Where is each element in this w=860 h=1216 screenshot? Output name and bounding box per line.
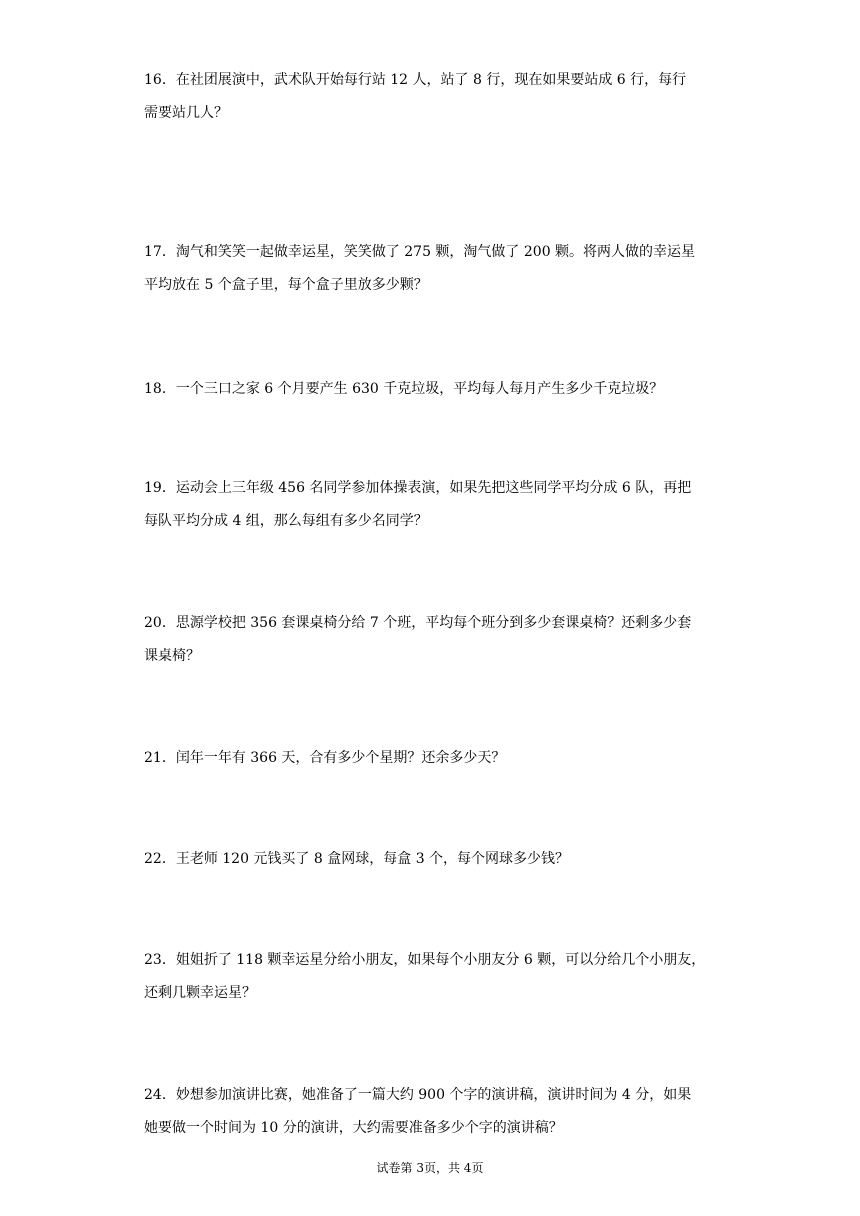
- question-20-line-1: 20．思源学校把 356 套课桌椅分给 7 个班，平均每个班分到多少套课桌椅？还剩多少套: [144, 615, 692, 631]
- question-19-line-2: 每队平均分成 4 组，那么每组有多少名同学？: [144, 513, 428, 529]
- question-17-line-1: 17．淘气和笑笑一起做幸运星，笑笑做了 275 颗，淘气做了 200 颗。将两人做的幸运星: [144, 244, 696, 260]
- page-footer: 试卷第 3页，共 4页: [376, 1161, 484, 1175]
- question-19: [144, 472, 718, 538]
- question-23: [144, 944, 718, 1010]
- question-21-line-1: 21．闰年一年有 366 天，合有多少个星期？还余多少天？: [144, 750, 506, 766]
- question-21: [144, 742, 718, 775]
- question-22-line-1: 22．王老师 120 元钱买了 8 盒网球，每盒 3 个，每个网球多少钱？: [144, 851, 570, 867]
- question-20: [144, 607, 718, 673]
- question-16-line-1: 16．在社团展演中，武术队开始每行站 12 人，站了 8 行，现在如果要站成 6 行，每行: [144, 72, 687, 88]
- question-17-line-2: 平均放在 5 个盒子里，每个盒子里放多少颗？: [144, 277, 428, 293]
- question-23-line-1: 23．姐姐折了 118 颗幸运星分给小朋友，如果每个小朋友分 6 颗，可以分给几个小朋友，: [144, 952, 706, 968]
- question-24: [144, 1079, 718, 1145]
- question-23-line-2: 还剩几颗幸运星？: [144, 985, 256, 1001]
- question-24-line-1: 24．妙想参加演讲比赛，她准备了一篇大约 900 个字的演讲稿，演讲时间为 4 分，如果: [144, 1087, 692, 1103]
- question-16-line-2: 需要站几人？: [144, 105, 228, 121]
- question-24-line-2: 她要做一个时间为 10 分的演讲，大约需要准备多少个字的演讲稿？: [144, 1120, 563, 1136]
- question-22: [144, 843, 718, 876]
- question-18-line-1: 18．一个三口之家 6 个月要产生 630 千克垃圾，平均每人每月产生多少千克垃圾？: [144, 381, 664, 397]
- question-20-line-2: 课桌椅？: [144, 648, 200, 664]
- question-18: [144, 373, 718, 406]
- question-16: [144, 64, 718, 130]
- question-19-line-1: 19．运动会上三年级 456 名同学参加体操表演，如果先把这些同学平均分成 6 队，再把: [144, 480, 692, 496]
- question-17: [144, 236, 718, 302]
